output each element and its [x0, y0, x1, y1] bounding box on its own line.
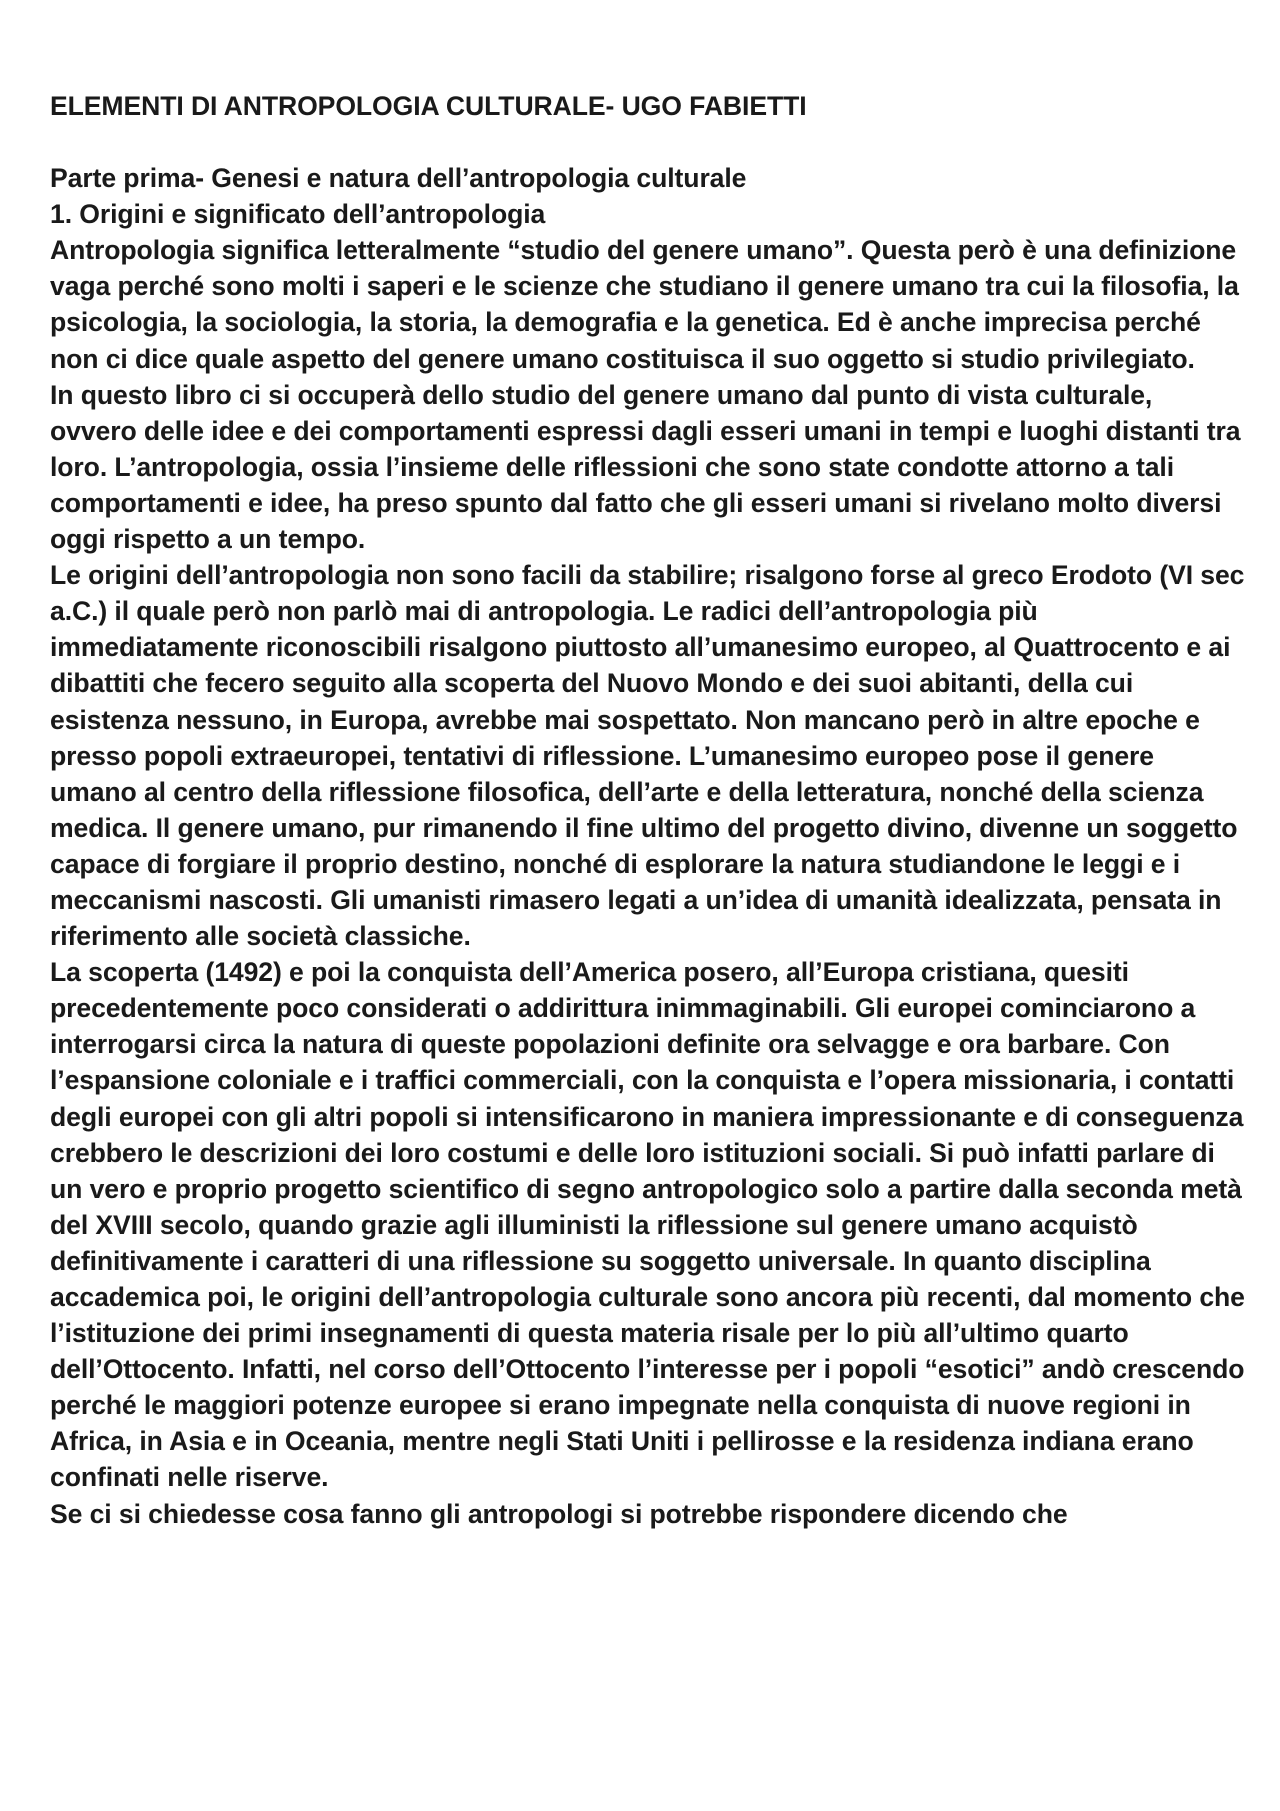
chapter-heading: 1. Origini e significato dell’antropologia [50, 199, 546, 230]
paragraph-1: Antropologia significa letteralmente “studio del genere umano”. Questa però è una definizione vaga perché sono molti i saperi e le scienze che studiano il genere umano tra cui la filosofia, la psicologia, la sociologia, la storia, la demografia e la genetica. Ed è anche imprecisa perché non ci dice quale aspetto del genere umano costituisca il suo oggetto si studio privilegiato. [50, 235, 1239, 374]
paragraph-2: In questo libro ci si occuperà dello studio del genere umano dal punto di vista culturale, ovvero delle idee e dei comportamenti espressi dagli esseri umani in tempi e luoghi distanti tra loro. L’antropologia, ossia l’insieme delle riflessioni che sono state condotte attorno a tali comportamenti e idee, ha preso spunto dal fatto che gli esseri umani si rivelano molto diversi oggi rispetto a un tempo. [50, 379, 1241, 555]
paragraph-4: La scoperta (1492) e poi la conquista dell’America posero, all’Europa cristiana, quesiti precedentemente poco considerati o addirittura inimmaginabili. Gli europei cominciarono a interrogarsi circa la natura di queste popolazioni definite ora selvagge e ora barbare. Con l’espansione coloniale e i traffici commerciali, con la conquista e l’opera missionaria, i contatti degli europei con gli altri popoli si intensificarono in maniera impressionante e di conseguenza crebbero le descrizioni dei loro costumi e delle loro istituzioni sociali. Si può infatti parlare di un vero e proprio progetto scientifico di segno antropologico solo a partire dalla seconda metà del XVIII secolo, quando grazie agli illuministi la riflessione sul genere umano acquistò definitivamente i caratteri di una riflessione su soggetto universale. In quanto disciplina accademica poi, le origini dell’antropologia culturale sono ancora più recenti, dal momento che l’istituzione dei primi insegnamenti di questa materia risale per lo più all’ultimo quarto dell’Ottocento. Infatti, nel corso dell’Ottocento l’interesse per i popoli “esotici” andò crescendo perché le maggiori potenze europee si erano impegnate nella conquista di nuove regioni in Africa, in Asia e in Oceania, mentre negli Stati Uniti i pellirosse e la residenza indiana erano confinati nelle riserve. [50, 957, 1245, 1493]
paragraph-5: Se ci si chiedesse cosa fanno gli antropologi si potrebbe rispondere dicendo che [50, 1498, 1068, 1529]
document-title: ELEMENTI DI ANTROPOLOGIA CULTURALE- UGO FABIETTI [50, 91, 807, 121]
document-page [50, 88, 1245, 1532]
paragraph-3: Le origini dell’antropologia non sono facili da stabilire; risalgono forse al greco Erodoto (VI sec a.C.) il quale però non parlò mai di antropologia. Le radici dell’antropologia più immediatamente riconoscibili risalgono piuttosto all’umanesimo europeo, al Quattrocento e ai dibattiti che fecero seguito alla scoperta del Nuovo Mondo e dei suoi abitanti, della cui esistenza nessuno, in Europa, avrebbe mai sospettato. Non mancano però in altre epoche e presso popoli extraeuropei, tentativi di riflessione. L’umanesimo europeo pose il genere umano al centro della riflessione filosofica, dell’arte e della letteratura, nonché della scienza medica. Il genere umano, pur rimanendo il fine ultimo del progetto divino, divenne un soggetto capace di forgiare il proprio destino, nonché di esplorare la natura studiandone le leggi e i meccanismi nascosti. Gli umanisti rimasero legati a un’idea di umanità idealizzata, pensata in riferimento alle società classiche. [50, 560, 1245, 952]
part-heading: Parte prima- Genesi e natura dell’antropologia culturale [50, 163, 747, 194]
